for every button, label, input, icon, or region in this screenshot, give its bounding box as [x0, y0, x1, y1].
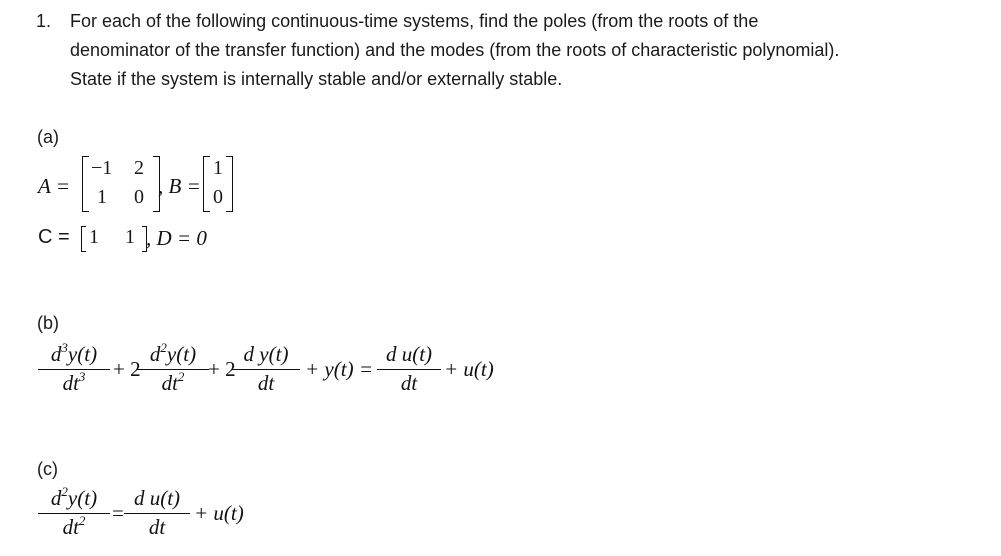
- part-c-term-d2y: $d^2y(t)$ $dt^2$: [38, 486, 110, 540]
- part-c-op: + u(t): [194, 501, 244, 525]
- matrix-c-cell: 1: [125, 226, 135, 248]
- question-line-3: State if the system is internally stable and/or externally stable.: [70, 69, 563, 89]
- part-b-term-du: d u(t) dt: [377, 342, 441, 396]
- matrix-b-label: , B =: [158, 174, 201, 198]
- matrix-a-label: A =: [38, 174, 70, 198]
- part-b-op-1: + 2: [113, 357, 141, 381]
- matrix-a-cell: 0: [134, 186, 144, 208]
- question-number: 1.: [36, 11, 52, 31]
- part-b-op-3: + y(t) =: [305, 357, 373, 381]
- matrix-c: [81, 226, 147, 252]
- matrix-a: [82, 156, 160, 212]
- part-b-term-d3y: $d^3y(t)$ $dt^3$: [38, 342, 110, 396]
- matrix-b-cell: 0: [213, 186, 223, 208]
- part-c-equals: =: [112, 501, 124, 525]
- matrix-a-cell: −1: [91, 157, 113, 179]
- part-b-label: (b): [37, 313, 59, 333]
- matrix-d-equation: , D = 0: [146, 226, 207, 250]
- part-a-label: (a): [37, 127, 59, 147]
- part-b-term-dy: d y(t) dt: [232, 342, 300, 396]
- matrix-b: [203, 156, 233, 212]
- part-b-op-4: + u(t): [444, 357, 494, 381]
- part-c-label: (c): [37, 459, 58, 479]
- part-b-op-2: + 2: [208, 357, 236, 381]
- question-line-1: For each of the following continuous-time systems, find the poles (from the roots of the: [70, 11, 759, 31]
- matrix-b-cell: 1: [213, 157, 223, 179]
- question-line-2: denominator of the transfer function) and the modes (from the roots of characteristic polynomial).: [70, 40, 840, 60]
- matrix-c-label: C =: [38, 226, 70, 248]
- matrix-c-cell: 1: [89, 226, 99, 248]
- matrix-a-cell: 1: [97, 186, 107, 208]
- part-c-term-du: d u(t) dt: [124, 486, 190, 540]
- part-b-term-d2y: $d^2y(t)$ $dt^2$: [137, 342, 209, 396]
- matrix-a-cell: 2: [134, 157, 144, 179]
